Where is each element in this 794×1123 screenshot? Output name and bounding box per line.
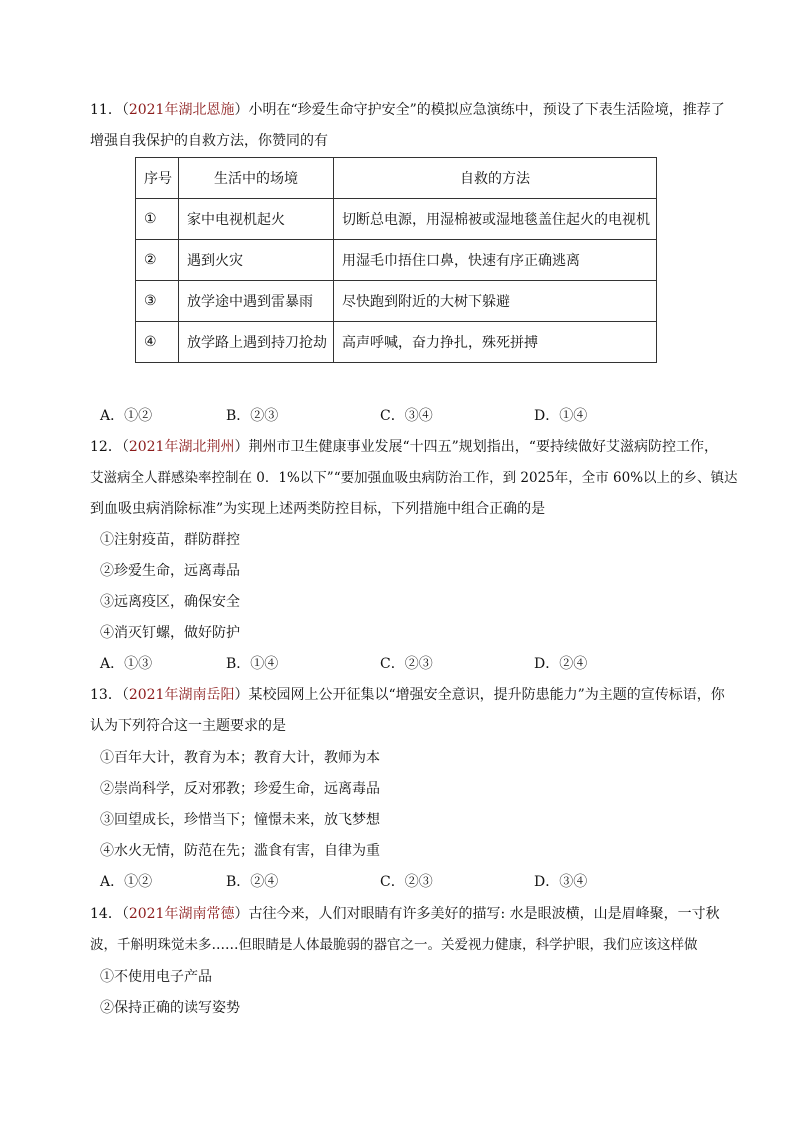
table-row (136, 322, 657, 363)
q12-option-d[interactable]: D．②④ (534, 656, 588, 672)
q13-item-3: ③回望成长，珍惜当下；憧憬未来，放飞梦想 (100, 812, 380, 828)
q14-item-1: ①不使用电子产品 (100, 969, 212, 985)
q11-paren-close: ） (234, 102, 249, 118)
q13-stem-1: 某校园网上公开征集以“增强安全意识，提升防患能力”为主题的宣传标语，你 (248, 687, 725, 703)
q12-line-3: 到血吸虫病消除标准”为实现上述两类防控目标，下列措施中组合正确的是 (90, 501, 546, 517)
q11-option-a[interactable]: A．①② (100, 408, 153, 424)
q11-line-1 (90, 100, 725, 120)
q12-stem-1: 荆州市卫生健康事业发展“十四五”规划指出，“要持续做好艾滋病防控工作， (248, 439, 718, 455)
q13-option-d[interactable]: D．③④ (534, 874, 588, 890)
q13-item-2: ②崇尚科学，反对邪教；珍爱生命，远离毒品 (100, 781, 380, 797)
table-cell: ① (136, 199, 179, 240)
table-cell: 放学途中遇到雷暴雨 (179, 281, 334, 322)
q14-number: 14．（ (90, 906, 129, 922)
q13-number: 13．（ (90, 687, 129, 703)
q11-source: 2021年湖北恩施 (128, 102, 235, 118)
q12-item-1: ①注射疫苗，群防群控 (100, 532, 240, 548)
q12-source: 2021年湖北荆州 (128, 439, 235, 455)
table-cell: 遇到火灾 (179, 240, 334, 281)
q11-option-b[interactable]: B．②③ (226, 408, 279, 424)
q11-number: 11．（ (90, 102, 129, 118)
header-cell-number: 序号 (136, 158, 179, 199)
table-cell: 尽快跑到附近的大树下躲避 (334, 281, 657, 322)
q12-item-3: ③远离疫区，确保安全 (100, 594, 240, 610)
table-row (136, 199, 657, 240)
q14-stem-1: 古往今来，人们对眼睛有许多美好的描写: 水是眼波横，山是眉峰聚，一寸秋 (248, 906, 720, 922)
table-row (136, 240, 657, 281)
q12-line-1 (90, 437, 718, 457)
q13-option-b[interactable]: B．②④ (226, 874, 279, 890)
table-cell: 放学路上遇到持刀抢劫 (179, 322, 334, 363)
q14-paren-close: ） (234, 906, 249, 922)
q12-paren-close: ） (234, 439, 249, 455)
q13-option-a[interactable]: A．①② (100, 874, 153, 890)
q12-item-4: ④消灭钉螺，做好防护 (100, 625, 240, 641)
q13-source: 2021年湖南岳阳 (128, 687, 235, 703)
table-cell: ③ (136, 281, 179, 322)
q11-scenario-table (135, 157, 657, 363)
table-header-row (136, 158, 657, 199)
table-cell: 用湿毛巾捂住口鼻，快速有序正确逃离 (334, 240, 657, 281)
table-cell: ④ (136, 322, 179, 363)
q12-option-c[interactable]: C．②③ (380, 656, 433, 672)
q13-item-4: ④水火无情，防范在先；滥食有害，自律为重 (100, 843, 380, 859)
table-cell: 家中电视机起火 (179, 199, 334, 240)
q11-option-d[interactable]: D．①④ (534, 408, 588, 424)
q13-line-1 (90, 685, 725, 705)
header-cell-scenario: 生活中的场境 (179, 158, 334, 199)
q14-source: 2021年湖南常德 (128, 906, 235, 922)
q13-paren-close: ） (234, 687, 249, 703)
q12-line-2: 艾滋病全人群感染率控制在 0．1%以下”“要加强血吸虫病防治工作，到 2025年，全市 60%以上的乡、镇达 (90, 470, 738, 486)
q12-option-b[interactable]: B．①④ (226, 656, 279, 672)
q14-item-2: ②保持正确的读写姿势 (100, 1000, 240, 1016)
table-row (136, 281, 657, 322)
q13-line-2: 认为下列符合这一主题要求的是 (90, 718, 286, 734)
q11-line-2: 增强自我保护的自救方法，你赞同的有 (90, 133, 328, 149)
q12-number: 12．（ (90, 439, 129, 455)
q13-item-1: ①百年大计，教育为本；教育大计，教师为本 (100, 750, 380, 766)
q13-option-c[interactable]: C．②③ (380, 874, 433, 890)
q14-line-1 (90, 904, 720, 924)
q14-line-2: 波，千斛明珠觉未多……但眼睛是人体最脆弱的器官之一。关爱视力健康，科学护眼，我们应该这样做 (90, 937, 698, 953)
q12-item-2: ②珍爱生命，远离毒品 (100, 563, 240, 579)
header-cell-method: 自救的方法 (334, 158, 657, 199)
q11-stem-1: 小明在“珍爱生命守护安全”的模拟应急演练中，预设了下表生活险境，推荐了 (248, 102, 725, 118)
table-cell: ② (136, 240, 179, 281)
table-cell: 高声呼喊，奋力挣扎，殊死拼搏 (334, 322, 657, 363)
table-cell: 切断总电源，用湿棉被或湿地毯盖住起火的电视机 (334, 199, 657, 240)
q11-option-c[interactable]: C．③④ (380, 408, 433, 424)
q12-option-a[interactable]: A．①③ (100, 656, 153, 672)
